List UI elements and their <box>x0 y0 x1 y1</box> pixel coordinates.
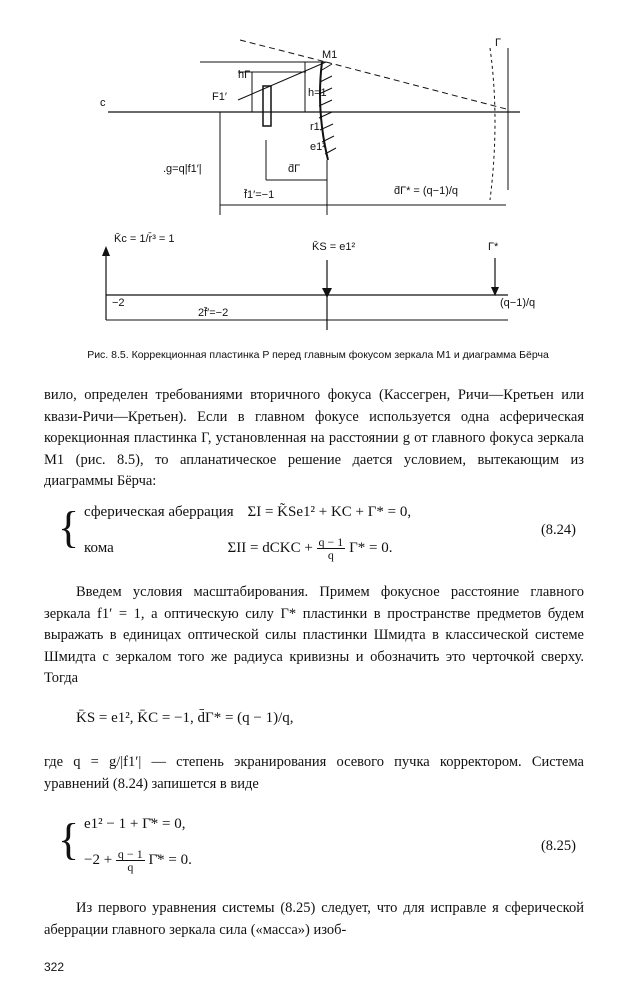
eq-8-24-line2-left: ΣII = dCKC + <box>227 539 313 556</box>
label-two-f: 2f̄′=−2 <box>198 307 229 319</box>
label-r1: r1 <box>310 121 320 133</box>
equation-number-8-25: (8.25) <box>540 838 576 854</box>
label-m1: M1 <box>322 49 338 61</box>
corrector-plate-shape <box>263 86 271 126</box>
eq-8-25-line2-right: Г̄* = 0. <box>148 851 192 868</box>
label-gamma-top: Г <box>495 37 501 49</box>
paragraph-2: Введем условия масштабирования. Примем фокусное расстояние главного зеркала f1′ = 1, а оптическую силу Г* пластинки в пространстве предметов будем выражать в единицах оптической силы пластинки Шмидта в классической системе Шмидта с зеркалом того же радиуса кривизны и обозначить это черточкой сверху. Тогда <box>44 584 584 686</box>
eq-label-spherical: сферическая аберрация <box>84 504 234 520</box>
eq-8-24-fraction <box>317 536 346 561</box>
label-dstar: d̄Г* = (q−1)/q <box>394 185 459 197</box>
eq-8-24-line1 <box>84 504 411 521</box>
left-brace: { <box>58 503 80 552</box>
label-f1: F1′ <box>212 91 227 103</box>
label-kc: K̄c = 1/r̄³ = 1 <box>114 233 175 245</box>
eq-8-24-line2 <box>84 536 392 561</box>
label-f1-eq: f̄1′=−1 <box>244 189 275 201</box>
fraction-denominator: q <box>327 548 334 562</box>
fraction-denominator-2: q <box>127 860 134 874</box>
eq-8-25-line2 <box>84 848 192 873</box>
figure-8-5 <box>0 0 623 345</box>
label-minus2: −2 <box>112 297 125 309</box>
kc-arrowhead <box>102 246 110 256</box>
eq-8-25-fraction <box>116 848 145 873</box>
eq-8-25-line1: e1² − 1 + Г̄* = 0, <box>84 816 186 832</box>
label-d-gamma: d̄Г <box>288 163 301 175</box>
eq-8-24-line1-formula: ΣI = K̃Se1² + KC + Г* = 0, <box>247 504 412 520</box>
equation-system-8-25 <box>44 812 592 878</box>
label-h-gamma: hГ <box>238 69 251 81</box>
label-h-one: h=1 <box>308 87 327 99</box>
gamma-curve <box>490 48 495 200</box>
page-number: 322 <box>44 960 65 974</box>
ray-dashed-2 <box>326 62 510 110</box>
label-q-frac: (q−1)/q <box>500 297 536 309</box>
eq-scaling-formula: K̄S = e1², K̄C = −1, d̄Г* = (q − 1)/q, <box>76 710 294 726</box>
figure-caption: Рис. 8.5. Коррекционная пластинка P перед главным фокусом зеркала M1 и диаграмма Бёрча <box>87 349 549 361</box>
paragraph-1: вило, определен требованиями вторичного фокуса (Кассегрен, Ричи—Кретьен или квази-Ричи—Кретьен). Если в главном фокусе используется одна асферическая корекционная пластинка Г, установленная на расстоянии g от главного фокуса зеркала M1 (рис. 8.5), то апланатическое решение дается условием, вытекающим из диаграммы Бёрча: <box>44 387 584 489</box>
ray-dashed-1 <box>240 40 326 62</box>
eq-8-24-line2-right: Г* = 0. <box>349 539 393 556</box>
equation-number-8-24: (8.24) <box>540 522 576 538</box>
label-c: c <box>100 97 106 109</box>
eq-8-25-line2-left: −2 + <box>84 851 113 868</box>
label-gstar: Г* <box>488 241 499 253</box>
left-brace-2: { <box>58 815 80 864</box>
paragraph-3: где q = g/|f1′| — степень экранирования осевого пучка корректором. Система уравнений (8.24) запишется в виде <box>44 754 584 792</box>
ks-marker <box>322 288 332 298</box>
label-e1sq: e1² <box>310 141 326 153</box>
fraction-numerator: q − 1 <box>318 535 344 549</box>
eq-label-coma: кома <box>84 539 114 556</box>
label-ks: K̄S = e1² <box>312 241 356 253</box>
equation-system-8-24 <box>44 500 592 562</box>
paragraph-4: Из первого уравнения системы (8.25) следует, что для исправле я сферической аберрации главного зеркала сила («масса») изоб- <box>44 900 584 938</box>
fraction-numerator-2: q − 1 <box>117 847 143 861</box>
label-g-eq: .g=q|f1′| <box>163 163 202 175</box>
equation-scaling <box>76 710 576 727</box>
